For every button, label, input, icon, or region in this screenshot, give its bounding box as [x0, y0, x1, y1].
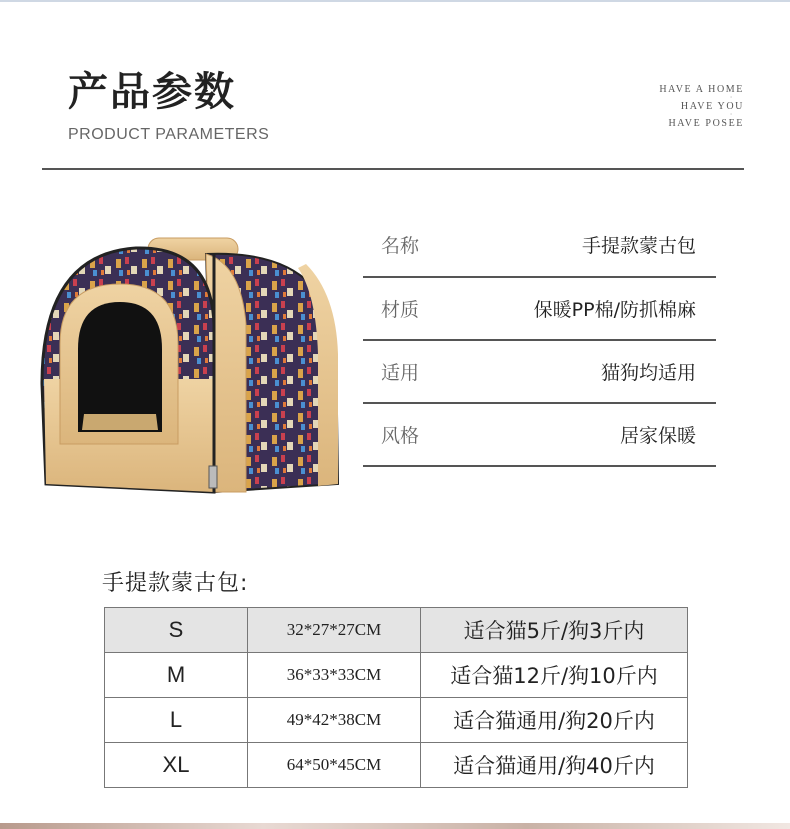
size-cell: XL — [105, 743, 248, 788]
slogan-line-2: HAVE YOU — [680, 101, 744, 112]
param-value: 保暖PP棉/防抓棉麻 — [533, 299, 696, 321]
size-cell: L — [105, 698, 248, 743]
param-value: 居家保暖 — [619, 425, 696, 447]
header-rule — [42, 168, 744, 170]
pet-house-illustration — [36, 234, 348, 496]
size-cell: M — [105, 653, 248, 698]
page-subtitle: PRODUCT PARAMETERS — [68, 126, 270, 143]
slogan — [659, 84, 744, 129]
dimension-cell: 64*50*45CM — [248, 743, 421, 788]
dimension-cell: 32*27*27CM — [248, 608, 421, 653]
param-row-style — [363, 404, 716, 467]
param-label: 风格 — [381, 425, 420, 447]
page-title: 产品参数 — [68, 69, 236, 115]
fit-cell: 适合猫通用/狗40斤内 — [421, 743, 688, 788]
param-value: 猫狗均适用 — [600, 362, 696, 384]
fit-cell: 适合猫12斤/狗10斤内 — [421, 653, 688, 698]
size-table — [104, 607, 688, 788]
param-row-material — [363, 278, 716, 341]
param-label: 名称 — [381, 234, 420, 257]
table-row — [105, 653, 688, 698]
slogan-dot: · — [729, 93, 734, 102]
size-table-title: 手提款蒙古包: — [102, 571, 249, 596]
param-label: 适用 — [381, 362, 420, 384]
param-list — [363, 212, 716, 467]
fit-cell: 适合猫5斤/狗3斤内 — [421, 608, 688, 653]
dimension-cell: 49*42*38CM — [248, 698, 421, 743]
top-divider — [0, 0, 790, 2]
param-row-applicable — [363, 341, 716, 404]
fit-cell: 适合猫通用/狗20斤内 — [421, 698, 688, 743]
param-row-name — [363, 212, 716, 278]
param-value: 手提款蒙古包 — [581, 234, 696, 257]
param-label: 材质 — [381, 299, 420, 321]
bottom-strip — [0, 823, 790, 829]
slogan-line-3: HAVE POSEE — [668, 118, 744, 129]
product-image — [36, 234, 348, 496]
size-cell: S — [105, 608, 248, 653]
slogan-dot: · — [729, 110, 734, 119]
table-row — [105, 698, 688, 743]
table-row — [105, 608, 688, 653]
dimension-cell: 36*33*33CM — [248, 653, 421, 698]
table-row — [105, 743, 688, 788]
slogan-line-1: HAVE A HOME — [659, 84, 744, 95]
